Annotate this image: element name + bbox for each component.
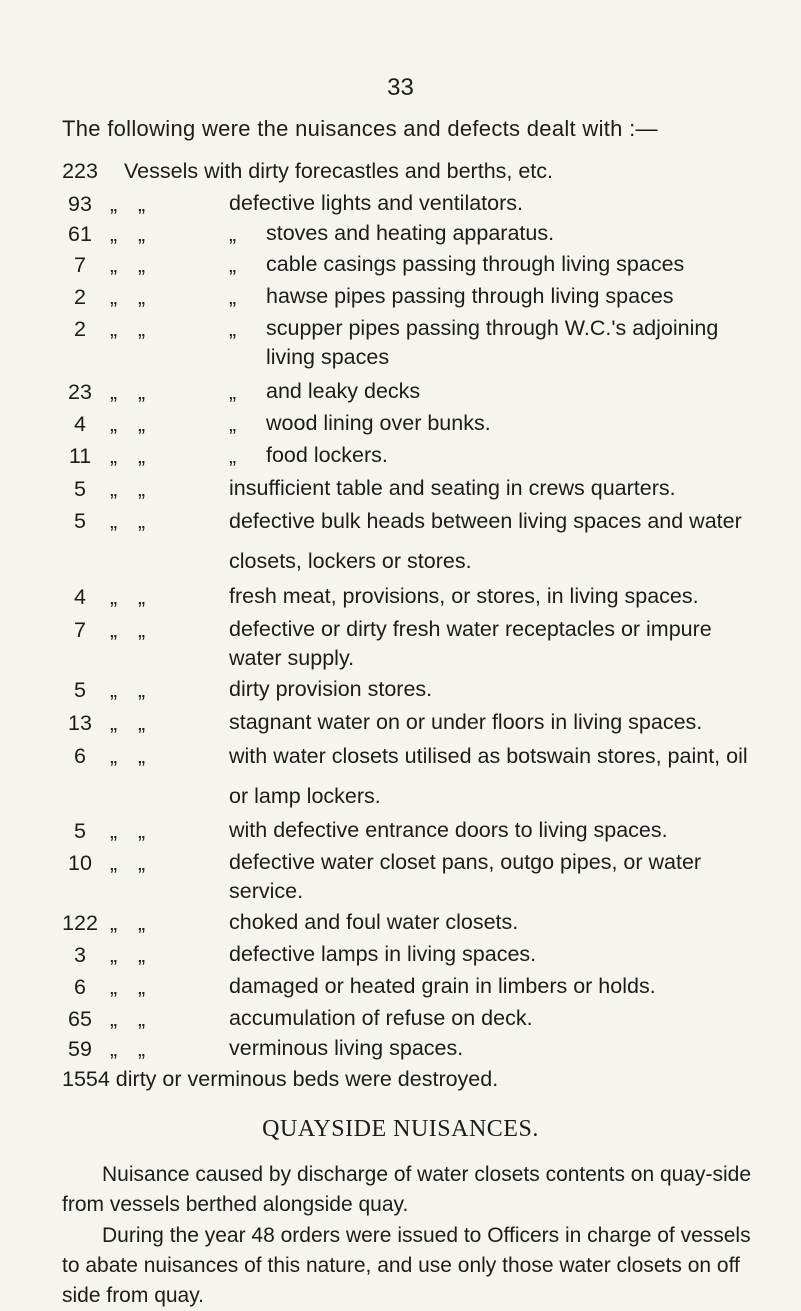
item-text: defective lights and ventilators. <box>229 191 523 215</box>
ditto-mark: „ <box>110 285 118 309</box>
item-count: 13 <box>68 711 92 735</box>
paragraph-text: During the year 48 orders were issued to Officers in charge of vessels to abate nuisances of this nature, and use only those water closets on off side from quay. <box>62 1224 751 1307</box>
ditto-mark: „ <box>110 819 118 843</box>
ditto-mark: „ <box>138 744 146 768</box>
ditto-mark: „ <box>110 253 118 277</box>
ditto-mark: „ <box>229 412 237 436</box>
item-text: dirty provision stores. <box>229 677 433 701</box>
item-count: 5 <box>74 819 86 843</box>
item-text: cable casings passing through living spaces <box>266 252 685 276</box>
item-text: Vessels with dirty forecastles and berths, etc. <box>124 159 554 183</box>
item-text: with water closets utilised as botswain stores, paint, oil or lamp lockers. <box>229 744 748 808</box>
ditto-mark: „ <box>110 1007 118 1031</box>
ditto-mark: „ <box>138 412 146 436</box>
ditto-mark: „ <box>138 509 146 533</box>
ditto-mark: „ <box>110 711 118 735</box>
ditto-mark: „ <box>110 678 118 702</box>
item-count: 5 <box>74 477 86 501</box>
ditto-mark: „ <box>138 380 146 404</box>
item-text: stoves and heating apparatus. <box>266 221 555 245</box>
ditto-mark: „ <box>138 1007 146 1031</box>
item-count: 3 <box>74 943 86 967</box>
ditto-mark: „ <box>138 1037 146 1061</box>
ditto-mark: „ <box>138 192 146 216</box>
ditto-mark: „ <box>138 253 146 277</box>
ditto-mark: „ <box>138 285 146 309</box>
ditto-mark: „ <box>110 943 118 967</box>
ditto-mark: „ <box>110 585 118 609</box>
ditto-mark: „ <box>138 711 146 735</box>
item-count: 6 <box>74 744 86 768</box>
item-text: damaged or heated grain in limbers or holds. <box>229 974 656 998</box>
ditto-mark: „ <box>138 618 146 642</box>
item-count: 5 <box>74 678 86 702</box>
ditto-mark: „ <box>110 1037 118 1061</box>
item-count: 2 <box>74 317 86 341</box>
item-text: defective lamps in living spaces. <box>229 942 537 966</box>
ditto-mark: „ <box>138 943 146 967</box>
ditto-mark: „ <box>138 477 146 501</box>
item-count: 6 <box>74 975 86 999</box>
ditto-mark: „ <box>229 285 237 309</box>
summary-line <box>62 1064 762 1094</box>
item-text: food lockers. <box>266 443 388 467</box>
item-count: 7 <box>74 253 86 277</box>
paragraph-text: Nuisance caused by discharge of water closets contents on quay-side from vessels berthed alongside quay. <box>62 1163 752 1216</box>
ditto-mark: „ <box>110 477 118 501</box>
ditto-mark: „ <box>229 222 237 246</box>
item-text: insufficient table and seating in crews quarters. <box>229 476 676 500</box>
item-text: defective bulk heads between living spaces and water closets, lockers or stores. <box>229 509 742 573</box>
section-heading: QUAYSIDE NUISANCES. <box>262 1116 539 1142</box>
ditto-mark: „ <box>229 253 237 277</box>
ditto-mark: „ <box>110 192 118 216</box>
item-count: 2 <box>74 285 86 309</box>
ditto-mark: „ <box>229 380 237 404</box>
ditto-mark: „ <box>110 222 118 246</box>
item-text: stagnant water on or under floors in living spaces. <box>229 710 703 734</box>
ditto-mark: „ <box>138 975 146 999</box>
ditto-mark: „ <box>110 975 118 999</box>
item-text: scupper pipes passing through W.C.'s adjoining living spaces <box>266 316 719 369</box>
item-count: 65 <box>68 1007 92 1031</box>
item-count: 7 <box>74 618 86 642</box>
item-text: wood lining over bunks. <box>266 411 491 435</box>
ditto-mark: „ <box>138 317 146 341</box>
ditto-mark: „ <box>229 444 237 468</box>
item-text: defective water closet pans, outgo pipes, or water service. <box>229 850 702 903</box>
ditto-mark: „ <box>229 317 237 341</box>
summary-text: 1554 dirty or verminous beds were destroyed. <box>62 1067 499 1091</box>
paragraph <box>62 1221 762 1311</box>
item-count: 4 <box>74 585 86 609</box>
ditto-mark: „ <box>110 444 118 468</box>
item-text: choked and foul water closets. <box>229 910 519 934</box>
ditto-mark: „ <box>110 317 118 341</box>
item-text: hawse pipes passing through living spaces <box>266 284 674 308</box>
item-text: accumulation of refuse on deck. <box>229 1006 533 1030</box>
ditto-mark: „ <box>138 585 146 609</box>
item-count: 61 <box>68 222 92 246</box>
ditto-mark: „ <box>138 678 146 702</box>
ditto-mark: „ <box>138 911 146 935</box>
ditto-mark: „ <box>110 744 118 768</box>
item-count: 59 <box>68 1037 92 1061</box>
item-count: 23 <box>68 380 92 404</box>
item-count: 5 <box>74 509 86 533</box>
ditto-mark: „ <box>138 444 146 468</box>
page-number: 33 <box>387 74 414 101</box>
paragraph <box>62 1160 762 1220</box>
ditto-mark: „ <box>110 509 118 533</box>
item-text: fresh meat, provisions, or stores, in living spaces. <box>229 584 699 608</box>
ditto-mark: „ <box>110 851 118 875</box>
item-count: 10 <box>68 851 92 875</box>
ditto-mark: „ <box>138 222 146 246</box>
ditto-mark: „ <box>110 911 118 935</box>
ditto-mark: „ <box>110 412 118 436</box>
item-count: 4 <box>74 412 86 436</box>
item-count: 223 <box>62 159 98 183</box>
ditto-mark: „ <box>138 819 146 843</box>
item-text: and leaky decks <box>266 379 421 403</box>
item-count: 122 <box>62 911 98 935</box>
item-text: defective or dirty fresh water receptacles or impure water supply. <box>229 617 712 670</box>
item-text: verminous living spaces. <box>229 1036 464 1060</box>
ditto-mark: „ <box>110 380 118 404</box>
intro-line: The following were the nuisances and defects dealt with :— <box>62 116 658 141</box>
item-count: 93 <box>68 192 92 216</box>
item-text: with defective entrance doors to living spaces. <box>229 818 668 842</box>
ditto-mark: „ <box>138 851 146 875</box>
item-count: 11 <box>68 444 92 468</box>
ditto-mark: „ <box>110 618 118 642</box>
